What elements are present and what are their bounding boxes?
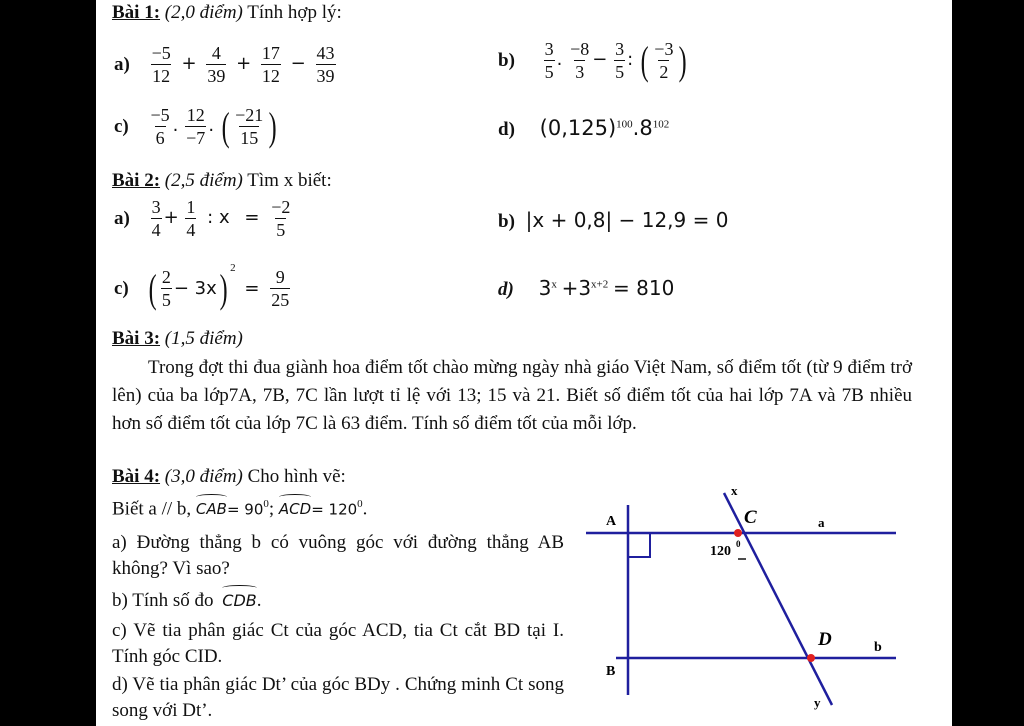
bai1-b: b) $\frac{3}{5}$ . $\frac{-8}{3}$ − $\frac{3}{5}$ : ( $\frac{-3}{2}$ ): [498, 37, 688, 83]
bai2-a: a) $\frac{3}{4}$ + $\frac{1}{4}$ : x = $\frac{-2}{5}$: [114, 197, 291, 240]
angle-cab-hat: [196, 494, 227, 500]
label-angle-deg: 0: [736, 539, 741, 549]
bai2-c: c) ( $\frac{2}{5}$ − 3x) $^2$ = $\frac{9}{25}$: [114, 262, 290, 311]
point-d: [807, 654, 815, 662]
label-angle-120: 120: [710, 544, 731, 559]
bai1-a: a) $\frac{-5}{12}$ + $\frac{4}{39}$ + $\frac{17}{12}$ − $\frac{43}{39}$: [114, 43, 335, 86]
bai1-heading: Bài 1: (2,0 điểm) Tính hợp lý:: [112, 2, 342, 23]
label-y: y: [814, 695, 821, 710]
bai2-d: d) $3^x +3^{x+2} = 810$: [498, 276, 675, 300]
bai4-c: c) Vẽ tia phân giác Ct của góc ACD, tia Ct cắt BD tại I. Tính góc CID.: [112, 620, 564, 667]
bai4-b: b) Tính số đo CDB.: [112, 590, 261, 612]
label-d-point: D: [818, 629, 832, 650]
bai2-b: b) |x + 0,8| − 12,9 = 0: [498, 208, 729, 232]
bai4-a: a) Đường thẳng b có vuông góc với đường thẳng AB không? Vì sao?: [112, 532, 564, 579]
label-a-point: A: [606, 514, 617, 529]
bai1-c: c) $\frac{-5}{6}$ . $\frac{12}{-7}$ . ( $\frac{-21}{15}$ ): [114, 103, 277, 149]
bai1-d: d) $(0,125)^{100}.8^{102}$: [498, 116, 670, 140]
bai3-heading: Bài 3: (1,5 điểm): [112, 328, 243, 349]
point-c: [734, 529, 742, 537]
label-x: x: [731, 483, 738, 498]
label-line-b: b: [874, 640, 882, 655]
bai4-d: d) Vẽ tia phân giác Dt’ của góc BDy . Chứng minh Ct song song với Dt’.: [112, 674, 564, 721]
angle-acd-hat: [279, 494, 311, 500]
geometry-figure: [586, 475, 916, 715]
label-b-point: B: [606, 664, 616, 679]
label-c-point: C: [744, 507, 757, 528]
bai4-given: Biết a // b, $CAB= 90^0$; $ACD= 120^0$.: [112, 498, 367, 520]
line-xy: [724, 493, 832, 705]
label-line-a: a: [818, 515, 825, 530]
angle-cdb-hat: [222, 585, 256, 591]
worksheet-page: [96, 0, 952, 726]
right-angle-mark: [628, 533, 650, 557]
bai4-heading: Bài 4: (3,0 điểm) Cho hình vẽ:: [112, 466, 346, 487]
bai2-heading: Bài 2: (2,5 điểm) Tìm x biết:: [112, 170, 332, 191]
bai3-text: Trong đợt thi đua giành hoa điểm tốt chào mừng ngày nhà giáo Việt Nam, số điểm tốt (từ 9 điểm trở lên) của ba lớp7A, 7B, 7C lần lượt tỉ lệ với 13; 15 và 21. Biết số điểm tốt của hai lớp 7A và 7B nhiều hơn số điểm tốt của lớp 7C là 63 điểm. Tính số điểm tốt của mỗi lớp.: [112, 357, 912, 434]
